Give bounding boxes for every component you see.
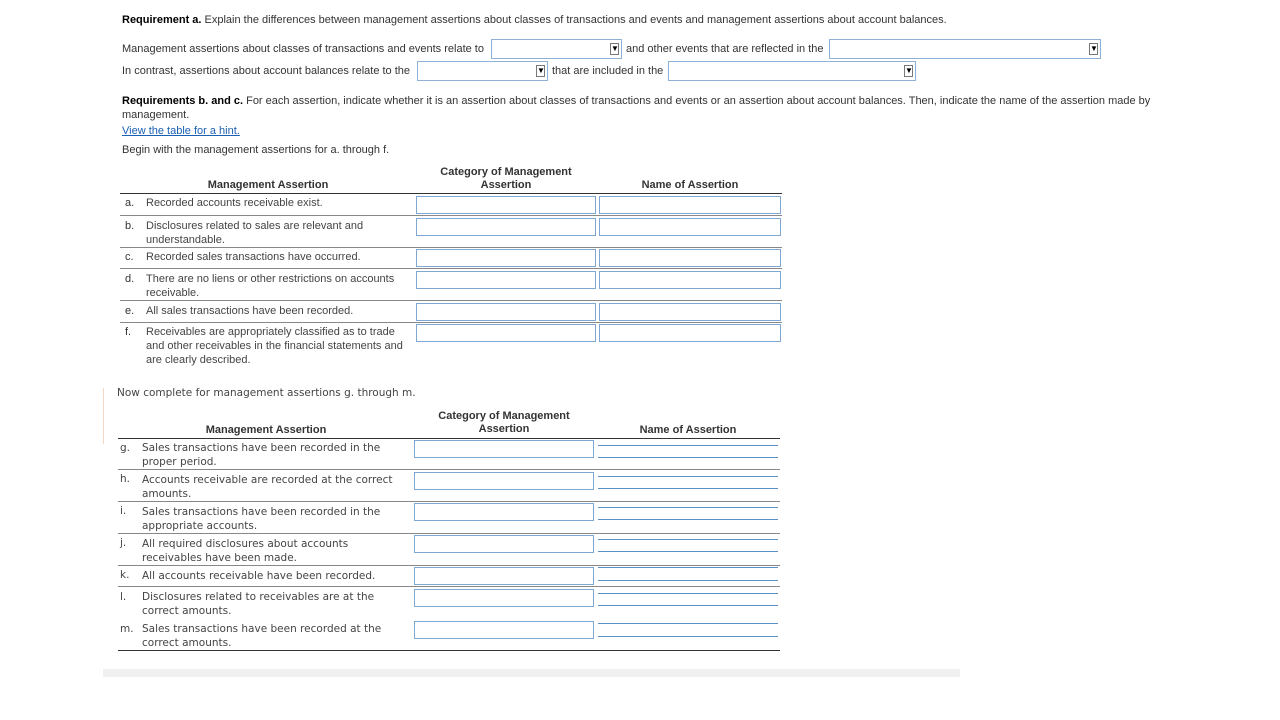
requirement-a: [122, 14, 1222, 26]
row-letter: e.: [125, 305, 135, 317]
row-divider: [120, 247, 782, 248]
category-input-h[interactable]: [414, 472, 594, 490]
requirement-a-label: Requirement a.: [122, 14, 202, 26]
row-letter: j.: [120, 537, 127, 549]
name-input-k[interactable]: [598, 580, 778, 581]
row-divider: [118, 565, 780, 566]
name-input-c[interactable]: [599, 249, 781, 267]
row-assertion: All accounts receivable have been recorded.: [142, 570, 376, 582]
category-input-c[interactable]: [416, 249, 596, 267]
horizontal-scrollbar[interactable]: [103, 669, 960, 677]
requirements-bc-text: For each assertion, indicate whether it is an assertion about classes of transactions and events or an assertion about account balances. Then, indicate the name of the assertion made by management.: [122, 95, 1151, 121]
row-divider: [120, 300, 782, 301]
row-letter: g.: [120, 442, 131, 454]
row-letter: h.: [120, 473, 130, 485]
name-input-m[interactable]: [598, 636, 778, 637]
row-assertion: Sales transactions have been recorded in the appropriate accounts.: [142, 506, 381, 532]
name-input-a[interactable]: [599, 196, 781, 214]
table2-header-rule: [118, 438, 780, 439]
row-divider: [118, 469, 780, 470]
row-letter: m.: [120, 623, 134, 635]
begin-text: Begin with the management assertions for a. through f.: [122, 144, 390, 156]
name-input-g-top: [598, 445, 778, 446]
name-input-f[interactable]: [599, 324, 781, 342]
table1-header-rule: [120, 193, 782, 194]
name-input-j-top: [598, 539, 778, 540]
dropdown-balances-relate-to[interactable]: [417, 61, 548, 81]
name-input-b[interactable]: [599, 218, 781, 236]
sentence2-part1: In contrast, assertions about account balances relate to the: [122, 65, 411, 77]
row-divider: [120, 215, 782, 216]
row-letter: i.: [120, 505, 127, 517]
chevron-down-icon: ▼: [611, 44, 619, 53]
section2-text: Now complete for management assertions g. through m.: [117, 387, 416, 399]
name-input-g[interactable]: [598, 457, 778, 458]
row-letter: l.: [120, 591, 127, 603]
row-letter: b.: [125, 220, 135, 232]
category-input-a[interactable]: [416, 196, 596, 214]
row-divider: [120, 322, 782, 323]
name-input-d[interactable]: [599, 271, 781, 289]
row-letter: d.: [125, 273, 135, 285]
table1-header-assertion: Management Assertion: [207, 179, 329, 191]
table2-header-name: Name of Assertion: [639, 424, 737, 436]
name-input-i-top: [598, 507, 778, 508]
requirement-a-text: Explain the differences between management assertions about classes of transactions and events and management assertions about account balances.: [204, 14, 947, 26]
category-input-g[interactable]: [414, 440, 594, 458]
table2-bottom-rule: [118, 650, 780, 651]
row-divider: [118, 501, 780, 502]
chevron-down-icon: ▼: [537, 66, 545, 75]
chevron-down-icon: ▼: [1090, 44, 1098, 53]
row-letter: a.: [125, 197, 135, 209]
table1-header-name: Name of Assertion: [641, 179, 739, 191]
category-input-e[interactable]: [416, 303, 596, 321]
row-divider: [118, 586, 780, 587]
row-letter: k.: [120, 569, 130, 581]
category-input-i[interactable]: [414, 503, 594, 521]
name-input-l[interactable]: [598, 605, 778, 606]
name-input-h[interactable]: [598, 488, 778, 489]
row-assertion: Sales transactions have been recorded in the proper period.: [142, 442, 381, 468]
dropdown-included-in[interactable]: [668, 61, 916, 81]
row-letter: c.: [125, 251, 134, 263]
row-assertion: All sales transactions have been recorded.: [146, 305, 354, 317]
table2-header-category: Category of Management Assertion: [438, 410, 570, 435]
table1-header-category: Category of Management Assertion: [440, 166, 572, 191]
name-input-j[interactable]: [598, 551, 778, 552]
category-input-m[interactable]: [414, 621, 594, 639]
sentence1-part2: and other events that are reflected in the: [626, 43, 824, 55]
category-input-j[interactable]: [414, 535, 594, 553]
name-input-i[interactable]: [598, 519, 778, 520]
row-assertion: Sales transactions have been recorded at the correct amounts.: [142, 623, 382, 649]
name-input-h-top: [598, 476, 778, 477]
chevron-down-icon: ▼: [905, 66, 913, 75]
sentence1-part1: Management assertions about classes of transactions and events relate to: [122, 43, 484, 55]
category-input-f[interactable]: [416, 324, 596, 342]
row-letter: f.: [125, 326, 132, 338]
requirements-bc-label: Requirements b. and c.: [122, 95, 244, 107]
dropdown-relate-to[interactable]: [491, 39, 622, 59]
requirements-bc: [122, 94, 1152, 122]
name-input-e[interactable]: [599, 303, 781, 321]
dropdown-reflected-in[interactable]: [829, 39, 1101, 59]
name-input-l-top: [598, 593, 778, 594]
row-assertion: Disclosures related to sales are relevant and understandable.: [146, 220, 364, 246]
hint-link[interactable]: View the table for a hint.: [122, 125, 240, 137]
sentence2-part2: that are included in the: [552, 65, 664, 77]
row-assertion: Disclosures related to receivables are at the correct amounts.: [142, 591, 375, 617]
category-input-d[interactable]: [416, 271, 596, 289]
row-assertion: Recorded accounts receivable exist.: [146, 197, 323, 209]
category-input-l[interactable]: [414, 589, 594, 607]
row-assertion: All required disclosures about accounts receivables have been made.: [142, 538, 349, 564]
section-divider: [103, 388, 104, 444]
row-divider: [120, 268, 782, 269]
name-input-m-top: [598, 623, 778, 624]
row-assertion: There are no liens or other restrictions on accounts receivable.: [146, 273, 395, 299]
name-input-k-top: [598, 567, 778, 568]
row-divider: [118, 533, 780, 534]
category-input-b[interactable]: [416, 218, 596, 236]
row-assertion: Accounts receivable are recorded at the correct amounts.: [142, 474, 393, 500]
row-assertion: Receivables are appropriately classified as to trade and other receivables in the financial statements and are clearly described.: [146, 326, 403, 366]
category-input-k[interactable]: [414, 567, 594, 585]
table2-header-assertion: Management Assertion: [205, 424, 327, 436]
row-assertion: Recorded sales transactions have occurred.: [146, 251, 361, 263]
